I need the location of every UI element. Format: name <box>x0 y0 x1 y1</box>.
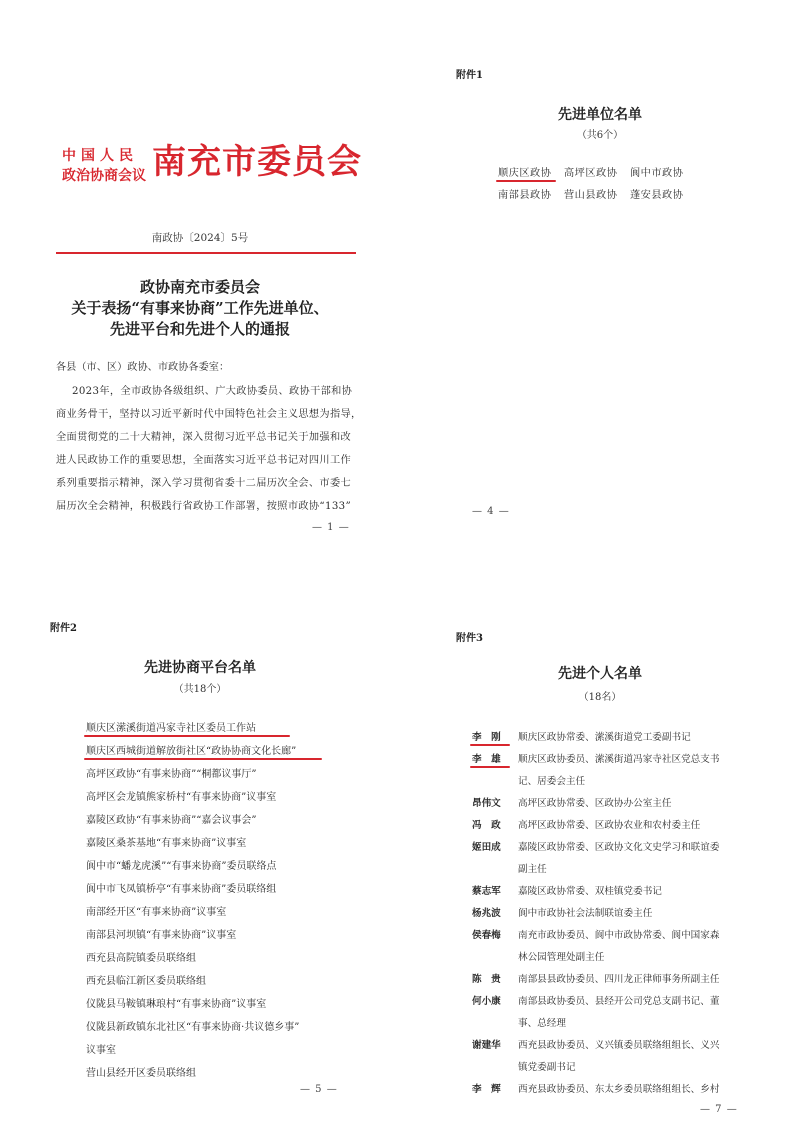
highlight-underline <box>496 180 556 182</box>
unit-name: 顺庆区政协 <box>498 168 552 179</box>
person-title-continued: 记、居委会主任 <box>518 776 586 787</box>
person-row <box>472 993 719 1007</box>
notice-title-line1: 政协南充市委员会 <box>139 278 260 296</box>
unit-name: 南部县政协 <box>498 190 552 201</box>
highlight-underline <box>84 758 322 760</box>
person-title: 南部县政协委员、县经开公司党总支副书记、董 <box>518 996 720 1007</box>
list-count: （共6个） <box>576 130 624 141</box>
person-title: 南部县县政协委员、四川龙正律师事务所副主任 <box>518 974 720 985</box>
platform-item: 嘉陵区桑茶基地“有事来协商”议事室 <box>86 838 247 849</box>
person-name: 昂伟文 <box>472 798 501 809</box>
person-name: 李 辉 <box>472 1084 501 1095</box>
platform-item: 顺庆区潆溪街道冯家寺社区委员工作站 <box>86 723 256 734</box>
person-name: 冯 政 <box>472 820 501 831</box>
body-line: 进人民政协工作的重要思想，全面落实习近平总书记对四川工作 <box>56 455 352 466</box>
person-name: 杨兆波 <box>472 908 501 919</box>
page-number: — 7 — <box>700 1104 738 1115</box>
annex-label: 附件2 <box>50 623 77 634</box>
page-4-advanced-units <box>400 0 800 567</box>
person-title-continued: 镇党委副书记 <box>518 1062 576 1073</box>
person-name: 谢建华 <box>472 1040 501 1051</box>
annex-label: 附件1 <box>456 70 483 81</box>
platform-item: 仪陇县马鞍镇琳琅村“有事来协商”议事室 <box>86 999 267 1010</box>
page-5-advanced-platforms <box>0 567 400 1134</box>
unit-name: 营山县政协 <box>564 190 618 201</box>
list-title: 先进单位名单 <box>558 107 642 123</box>
person-title: 高坪区政协常委、区政协农业和农村委主任 <box>518 820 701 831</box>
body-line: 系列重要指示精神，深入学习贯彻省委十二届历次全会、市委七 <box>56 478 352 489</box>
person-name: 李 雄 <box>472 754 501 765</box>
page-number: — 5 — <box>300 1084 338 1095</box>
body-line: 2023年，全市政协各级组织、广大政协委员、政协干部和协 <box>72 386 353 397</box>
person-name: 李 刚 <box>472 732 501 743</box>
page-number: — 1 — <box>312 522 350 533</box>
page-1-notice <box>0 0 400 567</box>
platform-item: 阆中市飞凤镇桥亭“有事来协商”委员联络组 <box>86 884 277 895</box>
person-title-continued: 林公园管理处副主任 <box>518 952 605 963</box>
org-left-block <box>62 146 150 186</box>
platform-item: 高坪区会龙镇熊家桥村“有事来协商”议事室 <box>86 792 277 803</box>
person-name: 蔡志军 <box>472 886 501 897</box>
person-title: 西充县政协委员、东太乡委员联络组组长、乡村 <box>518 1084 720 1095</box>
person-name: 姬田成 <box>472 842 501 853</box>
org-left-line2: 政治协商会议 <box>62 168 146 184</box>
person-title: 阆中市政协社会法制联谊委主任 <box>518 908 653 919</box>
person-row <box>472 927 719 941</box>
person-name: 陈 贵 <box>472 974 501 985</box>
person-title-continued: 事、总经理 <box>518 1018 566 1029</box>
body-line: 全面贯彻党的二十大精神，深入贯彻习近平总书记关于加强和改 <box>56 432 352 443</box>
unit-name: 阆中市政协 <box>630 168 684 179</box>
doc-number: 南政协〔2024〕5号 <box>151 232 249 244</box>
person-title: 高坪区政协常委、区政协办公室主任 <box>518 798 672 809</box>
person-name: 何小康 <box>472 996 501 1007</box>
person-row <box>472 751 719 765</box>
page-number: — 4 — <box>472 506 510 517</box>
person-row <box>472 905 652 919</box>
red-divider-rule <box>56 252 356 254</box>
highlight-underline <box>470 744 510 746</box>
body-line: 商业务骨干，坚持以习近平新时代中国特色社会主义思想为指导， <box>56 409 362 420</box>
list-title: 先进个人名单 <box>558 666 642 682</box>
platform-item: 阆中市“蟠龙虎溪”“有事来协商”委员联络点 <box>86 861 277 872</box>
platform-item: 嘉陵区政协“有事来协商”“嘉会议事会” <box>86 815 257 826</box>
person-row <box>472 1081 719 1095</box>
platform-item: 营山县经开区委员联络组 <box>86 1068 196 1079</box>
person-title: 西充县政协委员、义兴镇委员联络组组长、义兴 <box>518 1040 720 1051</box>
platform-item: 南部经开区“有事来协商”议事室 <box>86 907 227 918</box>
platform-item: 南部县河坝镇“有事来协商”议事室 <box>86 930 237 941</box>
unit-name: 蓬安县政协 <box>630 190 684 201</box>
person-title: 嘉陵区政协常委、区政协文化文史学习和联谊委 <box>518 842 720 853</box>
org-name-heading: 南充市委员会 <box>152 142 362 182</box>
platform-item: 西充县高院镇委员联络组 <box>86 953 196 964</box>
list-count: （共18个） <box>173 684 227 695</box>
platform-item: 西充县临江新区委员联络组 <box>86 976 206 987</box>
platform-item: 高坪区政协“有事来协商”“桐都议事厅” <box>86 769 257 780</box>
unit-name: 高坪区政协 <box>564 168 618 179</box>
platform-item-continued: 议事室 <box>86 1045 116 1056</box>
person-title: 南充市政协委员、阆中市政协常委、阆中国家森 <box>518 930 720 941</box>
body-line: 届历次全会精神，积极践行省政协工作部署，按照市政协“133” <box>56 501 352 512</box>
annex-label: 附件3 <box>456 633 483 644</box>
notice-title-line2: 关于表扬“有事来协商”工作先进单位、 <box>71 299 329 317</box>
person-row <box>472 839 719 853</box>
platform-item: 顺庆区西城街道解放街社区“政协协商文化长廊” <box>86 746 297 757</box>
person-title: 嘉陵区政协常委、双桂镇党委书记 <box>518 886 662 897</box>
person-row <box>472 883 662 897</box>
person-row <box>472 971 719 985</box>
highlight-underline <box>84 735 290 737</box>
list-title: 先进协商平台名单 <box>144 660 256 676</box>
person-row <box>472 817 700 831</box>
person-row <box>472 729 691 743</box>
salutation: 各县（市、区）政协、市政协各委室： <box>56 362 230 373</box>
person-row <box>472 795 672 809</box>
list-count: （18名） <box>578 692 622 703</box>
person-title: 顺庆区政协委员、潆溪街道冯家寺社区党总支书 <box>518 754 720 765</box>
person-name: 侯春梅 <box>472 930 501 941</box>
highlight-underline <box>470 766 510 768</box>
org-left-line1: 中国人民 <box>62 148 138 164</box>
person-title: 顺庆区政协常委、潆溪街道党工委副书记 <box>518 732 691 743</box>
person-title-continued: 副主任 <box>518 864 547 875</box>
person-row <box>472 1037 719 1051</box>
platform-item: 仪陇县新政镇东北社区“有事来协商·共议德乡事” <box>86 1022 300 1033</box>
notice-title-line3: 先进平台和先进个人的通报 <box>109 320 290 338</box>
page-7-advanced-individuals <box>400 567 800 1134</box>
